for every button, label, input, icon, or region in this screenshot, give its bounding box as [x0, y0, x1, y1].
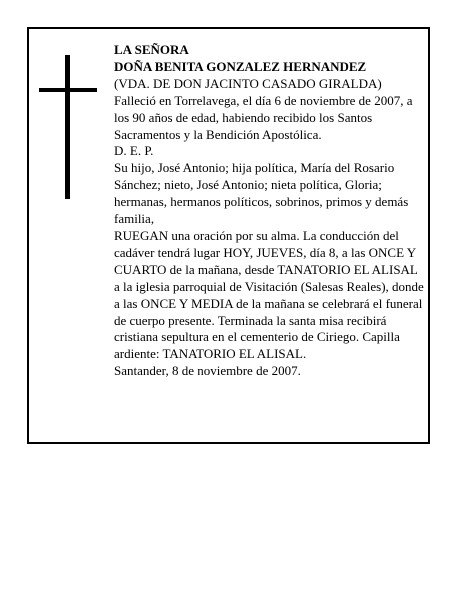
notice-title: LA SEÑORA: [114, 42, 189, 57]
cross-vertical-bar: [65, 55, 70, 199]
cross-horizontal-bar: [39, 88, 97, 92]
rip-line: D. E. P.: [114, 143, 154, 159]
obituary-notice: [27, 27, 430, 444]
place-and-date: Santander, 8 de noviembre de 2007.: [114, 363, 301, 379]
cross-icon: [39, 55, 99, 199]
deceased-name: DOÑA BENITA GONZALEZ HERNANDEZ: [114, 58, 367, 74]
funeral-details: RUEGAN una oración por su alma. La conducción del cadáver tendrá lugar HOY, JUEVES, día 8, a las ONCE Y CUARTO de la mañana, desde TANATORIO EL ALISAL a la iglesia parroquial de Visitación (Salesas Reales), donde a las ONCE Y MEDIA de la mañana se celebrará el funeral de cuerpo presente. Terminada la santa misa recibirá cristiana sepultura en el cementerio de Ciriego. Capilla ardiente: TANATORIO EL ALISAL.: [114, 227, 424, 362]
family-list: Su hijo, José Antonio; hija política, María del Rosario Sánchez; nieto, José Antonio; nieta política, Gloria; hermanas, hermanos políticos, sobrinos, primos y demás familia,: [114, 160, 409, 227]
death-announcement: Falleció en Torrelavega, el día 6 de noviembre de 2007, a los 90 años de edad, habiendo recibido los Santos Sacramentos y la Bendición Apostólica.: [114, 92, 413, 142]
notice-body: [114, 42, 426, 380]
widow-line: (VDA. DE DON JACINTO CASADO GIRALDA): [114, 75, 382, 91]
